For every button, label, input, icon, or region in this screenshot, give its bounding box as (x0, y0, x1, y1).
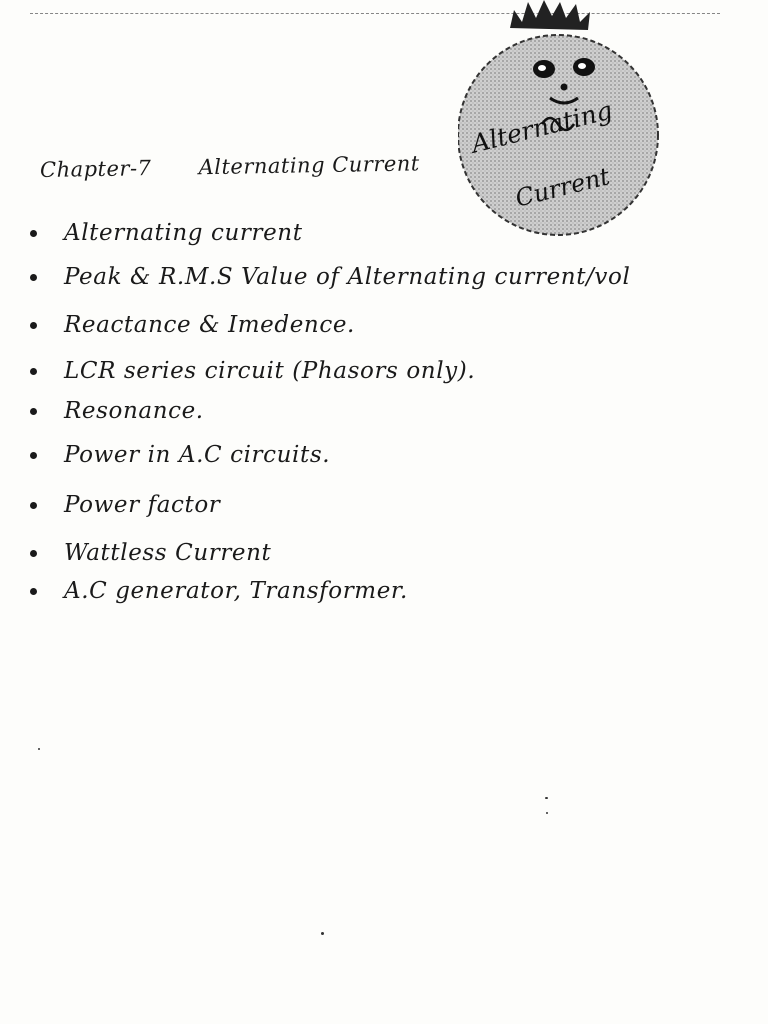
sticker-title-line2: Current (512, 162, 613, 213)
bullet-icon (30, 230, 37, 237)
topic-text: Power factor (64, 492, 221, 518)
sticker-title-line1: Alternating (468, 95, 616, 159)
topic-text: Wattless Current (64, 540, 272, 566)
list-item (30, 578, 630, 604)
scan-speck (545, 797, 548, 799)
bullet-icon (30, 368, 37, 375)
list-item (30, 492, 630, 518)
bullet-icon (30, 550, 37, 557)
bullet-icon (30, 408, 37, 415)
bullet-icon (30, 322, 37, 329)
topic-text: LCR series circuit (Phasors only). (64, 358, 476, 384)
list-item (30, 398, 630, 424)
topic-text: Reactance & Imedence. (64, 312, 355, 338)
topic-text: Power in A.C circuits. (64, 442, 331, 468)
topic-text: A.C generator, Transformer. (64, 578, 408, 604)
bullet-icon (30, 452, 37, 459)
alternating-current-sticker (458, 0, 668, 250)
scan-speck (321, 932, 324, 935)
bullet-icon (30, 274, 37, 281)
topic-list (30, 220, 631, 604)
topic-text: Alternating current (64, 220, 303, 246)
chapter-number: Chapter-7 (39, 156, 152, 182)
bullet-icon (30, 588, 37, 595)
scan-speck (546, 812, 548, 814)
topic-text: Resonance. (64, 398, 204, 424)
topic-text: Peak & R.M.S Value of Alternating current/vol (64, 264, 631, 290)
page-heading (40, 151, 420, 182)
list-item (30, 264, 631, 290)
chapter-title: Alternating Current (198, 151, 420, 180)
scan-speck (38, 748, 40, 750)
list-item (30, 540, 630, 566)
list-item (30, 312, 630, 338)
list-item (30, 220, 630, 246)
list-item (30, 442, 630, 468)
list-item (30, 358, 630, 384)
bullet-icon (30, 502, 37, 509)
